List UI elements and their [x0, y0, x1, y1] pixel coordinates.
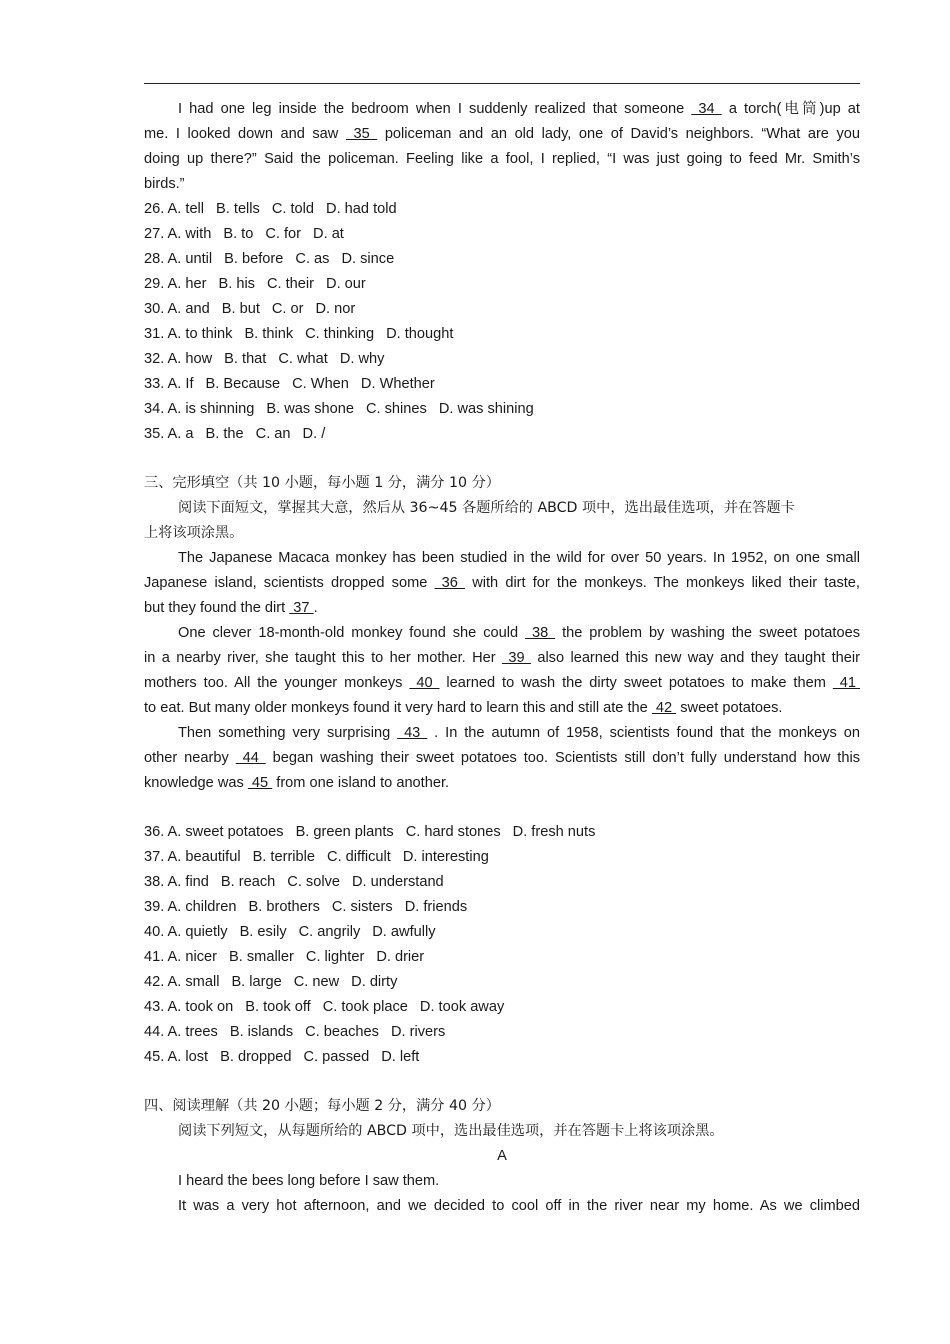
section-3-instructions-cont: 上将该项涂黑。	[144, 525, 244, 541]
answer-option: C. or	[271, 301, 304, 317]
answer-option: C. solve	[287, 874, 340, 890]
blank-44: 44	[235, 750, 266, 766]
question-item	[144, 995, 860, 1020]
question-number: 43.	[144, 999, 165, 1015]
text-line: to eat. But many older monkeys found it very hard to learn this and still ate the 42 sweet potatoes.	[144, 700, 783, 716]
answer-option: D. at	[313, 226, 344, 242]
answer-option: A. nicer	[167, 949, 218, 965]
answer-option: B. his	[218, 276, 255, 292]
question-number: 41.	[144, 949, 165, 965]
passage-label: A	[497, 1148, 507, 1164]
text-line: me. I looked down and saw 35 policeman and an old lady, one of David’s neighbors. “What are you	[144, 126, 860, 142]
answer-option: C. When	[292, 376, 349, 392]
answer-option: B. Because	[205, 376, 281, 392]
answer-option: A. small	[167, 974, 220, 990]
question-number: 34.	[144, 401, 165, 417]
question-item	[144, 1045, 860, 1070]
answer-option: C. told	[271, 201, 315, 217]
question-number: 35.	[144, 426, 165, 442]
answer-option: D. nor	[315, 301, 356, 317]
answer-option: B. the	[205, 426, 244, 442]
question-item	[144, 272, 860, 297]
text-line: doing up there?” Said the policeman. Feeling like a fool, I replied, “I was just going to feed Mr. Smith’s	[144, 151, 860, 167]
question-number: 31.	[144, 326, 165, 342]
question-item	[144, 895, 860, 920]
answer-option: D. interesting	[402, 849, 489, 865]
answer-option: C. thinking	[305, 326, 375, 342]
question-item	[144, 945, 860, 970]
question-item	[144, 820, 860, 845]
answer-option: C. an	[255, 426, 291, 442]
text-line: birds.”	[144, 176, 185, 192]
section-3-instructions: 阅读下面短文，掌握其大意，然后从 36~45 各题所给的 ABCD 项中，选出最佳选项，并在答题卡	[178, 500, 795, 516]
question-number: 45.	[144, 1049, 165, 1065]
question-item	[144, 247, 860, 272]
answer-option: C. what	[278, 351, 328, 367]
answer-option: C. as	[295, 251, 330, 267]
question-item	[144, 1020, 860, 1045]
answer-option: C. passed	[303, 1049, 370, 1065]
answer-option: D. dirty	[351, 974, 398, 990]
answer-option: D. had told	[326, 201, 397, 217]
question-number: 37.	[144, 849, 165, 865]
text-line: One clever 18-month-old monkey found she could 38 the problem by washing the sweet potatoes	[178, 625, 861, 641]
blank-45: 45	[247, 775, 273, 791]
question-number: 27.	[144, 226, 165, 242]
answer-option: C. took place	[322, 999, 408, 1015]
question-item	[144, 870, 860, 895]
answer-option: A. tell	[167, 201, 205, 217]
answer-option: A. and	[167, 301, 210, 317]
text-line: knowledge was 45 from one island to another.	[144, 775, 450, 791]
answer-option: A. lost	[167, 1049, 209, 1065]
answer-option: C. new	[293, 974, 340, 990]
blank-41: 41	[832, 675, 861, 691]
answer-option: C. hard stones	[405, 824, 501, 840]
answer-option: D. drier	[376, 949, 425, 965]
answer-option: B. was shone	[266, 401, 354, 417]
answer-option: A. sweet potatoes	[167, 824, 284, 840]
answer-option: A. children	[167, 899, 237, 915]
text-line: other nearby 44 began washing their sweet potatoes too. Scientists still don’t fully understand how this	[144, 750, 861, 766]
answer-option: D. why	[339, 351, 385, 367]
answer-option: C. for	[265, 226, 302, 242]
answer-option: B. terrible	[252, 849, 316, 865]
answer-option: B. smaller	[229, 949, 294, 965]
text-line: in a nearby river, she taught this to her mother. Her 39 also learned this new way and they taught their	[144, 650, 861, 666]
question-number: 29.	[144, 276, 165, 292]
header-rule	[144, 83, 860, 84]
answer-option: A. her	[167, 276, 207, 292]
answer-option: C. lighter	[305, 949, 365, 965]
answer-option: B. islands	[229, 1024, 294, 1040]
question-item	[144, 222, 860, 247]
answer-option: A. quietly	[167, 924, 228, 940]
blank-42: 42	[651, 700, 677, 716]
question-number: 38.	[144, 874, 165, 890]
question-number: 32.	[144, 351, 165, 367]
question-item	[144, 845, 860, 870]
answer-option: B. green plants	[295, 824, 394, 840]
text-line: Then something very surprising 43 . In the autumn of 1958, scientists found that the monkeys on	[178, 725, 861, 741]
question-item	[144, 322, 860, 347]
question-item	[144, 970, 860, 995]
answer-option: A. how	[167, 351, 213, 367]
section-4-heading: 四、阅读理解（共 20 小题；每小题 2 分，满分 40 分）	[144, 1098, 500, 1114]
story-end-paragraph	[144, 97, 860, 197]
question-item	[144, 920, 860, 945]
answer-option: D. left	[381, 1049, 420, 1065]
answer-option: C. angrily	[298, 924, 361, 940]
spacer	[144, 447, 860, 471]
question-item	[144, 297, 860, 322]
answer-option: D. was shining	[438, 401, 534, 417]
answer-option: D. friends	[404, 899, 468, 915]
text-line: It was a very hot afternoon, and we decided to cool off in the river near my home. As we climbed	[178, 1198, 860, 1214]
question-number: 40.	[144, 924, 165, 940]
answer-option: B. but	[221, 301, 260, 317]
question-item	[144, 347, 860, 372]
text-line: I had one leg inside the bedroom when I suddenly realized that someone 34 a torch(电筒)up at	[178, 101, 860, 117]
text-line: I heard the bees long before I saw them.	[178, 1173, 440, 1189]
answer-option: D. fresh nuts	[512, 824, 596, 840]
answer-option: D. awfully	[372, 924, 436, 940]
answer-option: C. difficult	[327, 849, 391, 865]
answer-option: D. our	[326, 276, 366, 292]
answer-option: B. tells	[216, 201, 260, 217]
answer-option: B. think	[244, 326, 294, 342]
answer-option: A. a	[167, 426, 194, 442]
blank-34: 34	[691, 101, 722, 117]
answer-option: A. until	[167, 251, 213, 267]
answer-option: B. reach	[220, 874, 276, 890]
answer-option: B. dropped	[220, 1049, 292, 1065]
answer-option: A. trees	[167, 1024, 218, 1040]
question-number: 39.	[144, 899, 165, 915]
answer-option: B. to	[223, 226, 254, 242]
text-line: but they found the dirt 37 .	[144, 600, 318, 616]
question-number: 30.	[144, 301, 165, 317]
answer-option: A. find	[167, 874, 209, 890]
question-number: 42.	[144, 974, 165, 990]
answer-option: A. beautiful	[167, 849, 241, 865]
answer-option: D. Whether	[360, 376, 435, 392]
answer-option: A. is shinning	[167, 401, 255, 417]
section-4-instructions: 阅读下列短文，从每题所给的 ABCD 项中，选出最佳选项，并在答题卡上将该项涂黑。	[178, 1123, 724, 1139]
answer-option: D. took away	[419, 999, 505, 1015]
blank-37: 37	[289, 600, 314, 616]
spacer	[144, 796, 860, 820]
answer-option: D. thought	[386, 326, 454, 342]
question-item	[144, 397, 860, 422]
answer-option: B. esily	[239, 924, 287, 940]
blank-43: 43	[397, 725, 428, 741]
answer-option: A. to think	[167, 326, 233, 342]
answer-option: D. since	[341, 251, 395, 267]
document-content	[144, 97, 860, 1219]
text-line: The Japanese Macaca monkey has been studied in the wild for over 50 years. In 1952, on one small	[178, 550, 860, 566]
question-list-26-35	[144, 197, 860, 447]
spacer	[144, 1070, 860, 1094]
answer-option: A. with	[167, 226, 212, 242]
answer-option: B. brothers	[248, 899, 320, 915]
answer-option: C. beaches	[305, 1024, 379, 1040]
answer-option: D. understand	[352, 874, 444, 890]
question-number: 28.	[144, 251, 165, 267]
question-item	[144, 422, 860, 447]
answer-option: B. took off	[245, 999, 311, 1015]
cloze-paragraph-1	[144, 546, 860, 621]
question-item	[144, 197, 860, 222]
text-line: Japanese island, scientists dropped some 36 with dirt for the monkeys. The monkeys liked their taste,	[144, 575, 860, 591]
answer-option: A. If	[167, 376, 194, 392]
question-number: 26.	[144, 201, 165, 217]
answer-option: C. sisters	[331, 899, 393, 915]
blank-36: 36	[434, 575, 466, 591]
question-number: 36.	[144, 824, 165, 840]
answer-option: B. large	[231, 974, 282, 990]
text-line: mothers too. All the younger monkeys 40 learned to wash the dirty sweet potatoes to make them 41	[144, 675, 861, 691]
answer-option: C. their	[266, 276, 315, 292]
section-3-heading: 三、完形填空（共 10 小题，每小题 1 分，满分 10 分）	[144, 475, 500, 491]
cloze-paragraph-3	[144, 721, 860, 796]
question-item	[144, 372, 860, 397]
answer-option: A. took on	[167, 999, 234, 1015]
question-list-36-45	[144, 820, 860, 1070]
blank-40: 40	[409, 675, 440, 691]
blank-39: 39	[501, 650, 531, 666]
answer-option: B. before	[224, 251, 284, 267]
blank-38: 38	[525, 625, 556, 641]
answer-option: D. rivers	[390, 1024, 446, 1040]
question-number: 44.	[144, 1024, 165, 1040]
cloze-paragraph-2	[144, 621, 860, 721]
question-number: 33.	[144, 376, 165, 392]
answer-option: B. that	[224, 351, 267, 367]
answer-option: C. shines	[365, 401, 427, 417]
blank-35: 35	[345, 126, 378, 142]
answer-option: D. /	[302, 426, 326, 442]
